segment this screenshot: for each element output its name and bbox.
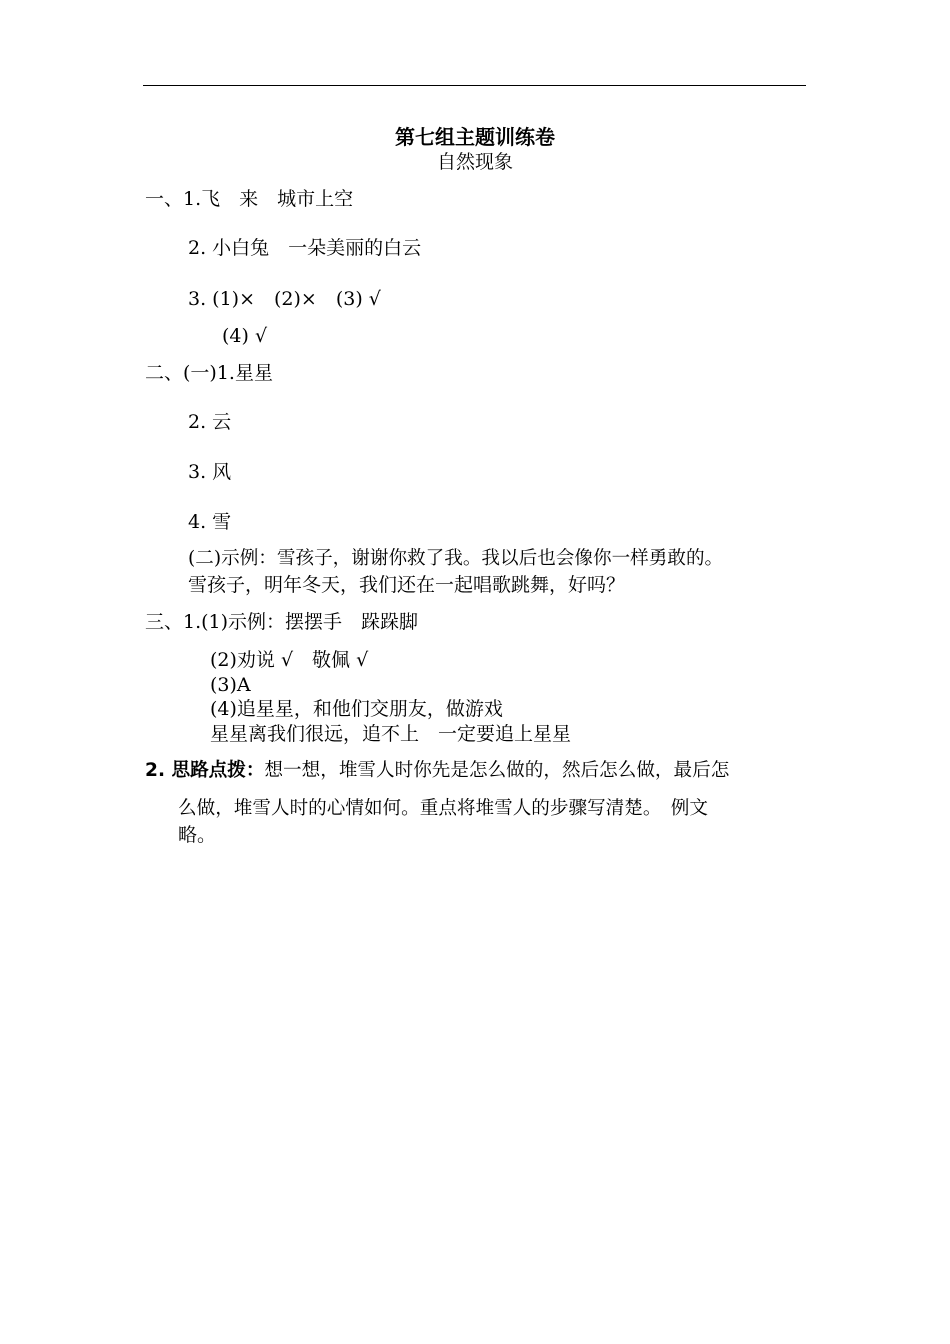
answer-3-2-end: 略。 [178, 824, 217, 846]
page-subtitle: 自然现象 [436, 151, 513, 173]
header-rule [143, 85, 806, 86]
answer-1-3-4: (4) √ [222, 325, 268, 347]
answer-2-3: 3. 风 [188, 461, 232, 483]
answer-1-1: 一、1.飞 来 城市上空 [145, 188, 354, 210]
answer-3-2 [145, 759, 729, 783]
answer-2-2: 2. 云 [188, 411, 232, 433]
answer-1-2: 2. 小白兔 一朵美丽的白云 [188, 237, 422, 259]
answer-3-1: 三、1.(1)示例：摆摆手 跺跺脚 [145, 611, 419, 633]
answer-3-1-2: (2)劝说 √ 敬佩 √ [210, 649, 369, 671]
answer-2-4: 4. 雪 [188, 511, 232, 533]
answer-3-2-cont: 么做，堆雪人时的心情如何。重点将堆雪人的步骤写清楚。 例文 [178, 798, 708, 819]
answer-2-example: (二)示例：雪孩子，谢谢你救了我。我以后也会像你一样勇敢的。 [188, 548, 724, 569]
answer-3-1-4: (4)追星星，和他们交朋友，做游戏 [210, 698, 503, 720]
page-title: 第七组主题训练卷 [395, 125, 555, 149]
answer-3-1-3: (3)A [210, 674, 251, 696]
hint-label: 2. 思路点拨： [145, 760, 265, 781]
answer-2-example-cont: 雪孩子，明年冬天，我们还在一起唱歌跳舞，好吗？ [188, 574, 626, 596]
answer-3-1-4-cont: 星星离我们很远，追不上 一定要追上星星 [210, 723, 572, 745]
hint-text-1: 想一想，堆雪人时你先是怎么做的，然后怎么做，最后怎 [264, 760, 730, 781]
answer-1-3: 3. (1)× (2)× (3) √ [188, 288, 381, 310]
answer-2-1: 二、(一)1.星星 [145, 362, 273, 384]
